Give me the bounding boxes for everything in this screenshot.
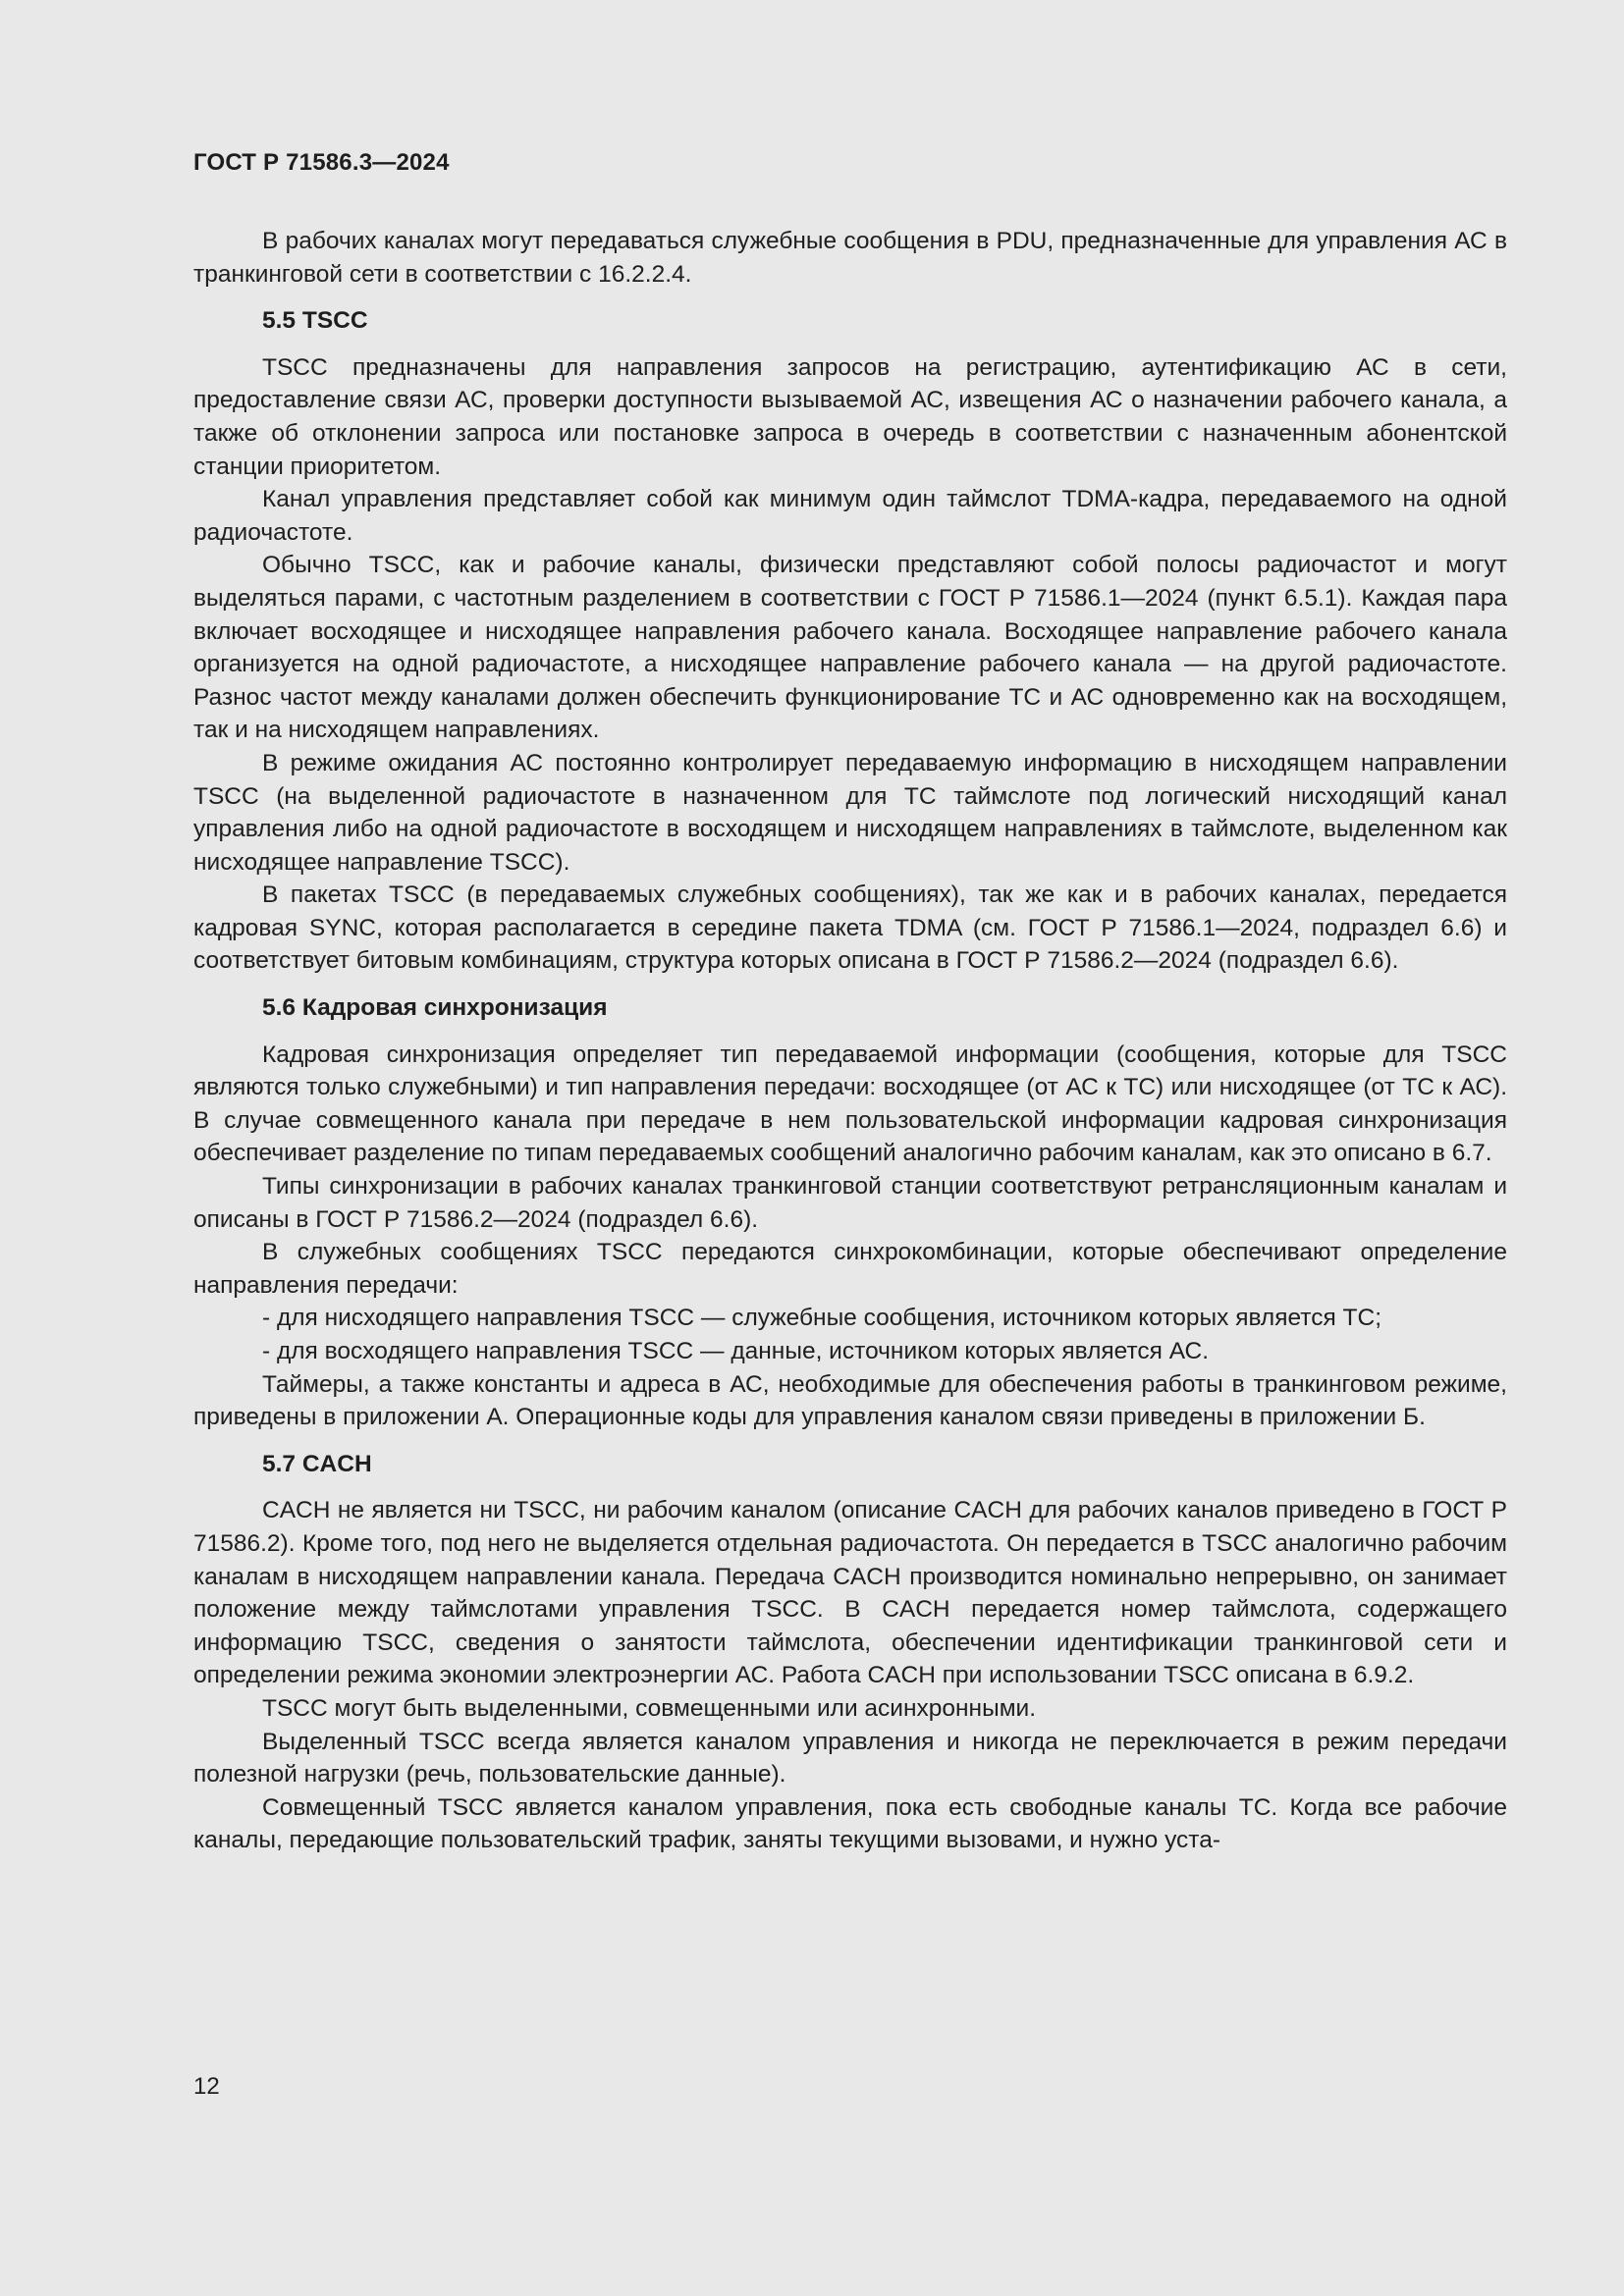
- paragraph: Выделенный TSCC всегда является каналом управления и никогда не переключается в режим передачи полезной нагрузки (речь, пользовательские данные).: [193, 1728, 1507, 1789]
- paragraph: Обычно TSCC, как и рабочие каналы, физически представляют собой полосы радиочастот и могут выделяться парами, с частотным разделением в соответствии с ГОСТ Р 71586.1—2024 (пункт 6.5.1). Каждая пара включает восходящее и нисходящее направления рабочего канала. Восходящее направление рабочего канала организуется на одной радиочастоте, а нисходящее направление рабочего канала — на другой радиочастоте. Разнос частот между каналами должен обеспечить функционирование ТС и АС одновременно как на восходящем, так и на нисходящем направлениях.: [193, 552, 1507, 744]
- paragraph: CACH не является ни TSCC, ни рабочим каналом (описание CACH для рабочих каналов приведено в ГОСТ Р 71586.2). Кроме того, под него не выделяется отдельная радиочастота. Он передается в TSCC аналогично рабочим каналам в нисходящем направлении канала. Передача CACH производится номинально непрерывно, он занимает положение между таймслотами управления TSCC. В CACH передается номер таймслота, содержащего информацию TSCC, сведения о занятости таймслота, обеспечении идентификации транкинговой сети и определении режима экономии электроэнергии АС. Работа CACH при использовании TSCC описана в 6.9.2.: [193, 1497, 1507, 1689]
- list-item: - для нисходящего направления TSCC — служебные сообщения, источником которых является ТС;: [262, 1305, 1382, 1332]
- document-code-header: ГОСТ Р 71586.3—2024: [193, 149, 450, 176]
- list-item: - для восходящего направления TSCC — данные, источником которых является АС.: [262, 1338, 1210, 1364]
- paragraph: Канал управления представляет собой как минимум один таймслот TDMA-кадра, передаваемого на одной радиочастоте.: [193, 486, 1507, 546]
- page-number: 12: [193, 2073, 220, 2100]
- page-body: [193, 225, 1507, 1857]
- section-heading-5-7: 5.7 CACH: [262, 1450, 372, 1477]
- paragraph: Таймеры, а также константы и адреса в АС, необходимые для обеспечения работы в транкинговом режиме, приведены в приложении А. Операционные коды для управления каналом связи приведены в приложении Б.: [193, 1370, 1507, 1431]
- paragraph: TSCC предназначены для направления запросов на регистрацию, аутентификацию АС в сети, предоставление связи АС, проверки доступности вызываемой АС, извещения АС о назначении рабочего канала, а также об отклонении запроса или постановке запроса в очередь в соответствии с назначенным абонентской станции приоритетом.: [193, 353, 1507, 480]
- section-heading-5-6: 5.6 Кадровая синхронизация: [262, 994, 608, 1022]
- paragraph: TSCC могут быть выделенными, совмещенными или асинхронными.: [262, 1694, 1037, 1722]
- paragraph: В служебных сообщениях TSCC передаются синхрокомбинации, которые обеспечивают определение направления передачи:: [193, 1239, 1507, 1299]
- paragraph: Совмещенный TSCC является каналом управления, пока есть свободные каналы ТС. Когда все рабочие каналы, передающие пользовательский трафик, заняты текущими вызовами, и нужно уста-: [193, 1793, 1507, 1854]
- paragraph: В пакетах TSCC (в передаваемых служебных сообщениях), так же как и в рабочих каналах, передается кадровая SYNC, которая располагается в середине пакета TDMA (см. ГОСТ Р 71586.1—2024, подраздел 6.6) и соответствует битовым комбинациям, структура которых описана в ГОСТ Р 71586.2—2024 (подраздел 6.6).: [193, 881, 1507, 975]
- section-heading-5-5: 5.5 TSCC: [262, 307, 368, 335]
- paragraph: В режиме ожидания АС постоянно контролирует передаваемую информацию в нисходящем направлении TSCC (на выделенной радиочастоте в назначенном для ТС таймслоте под логический нисходящий канал управления либо на одной радиочастоте в восходящем и нисходящем направлениях в таймслоте, выделенном как нисходящее направление TSCC).: [193, 749, 1507, 876]
- paragraph: Типы синхронизации в рабочих каналах транкинговой станции соответствуют ретрансляционным каналам и описаны в ГОСТ Р 71586.2—2024 (подраздел 6.6).: [193, 1173, 1507, 1233]
- paragraph: Кадровая синхронизация определяет тип передаваемой информации (сообщения, которые для TSCC являются только служебными) и тип направления передачи: восходящее (от АС к ТС) или нисходящее (от ТС к АС). В случае совмещенного канала при передаче в нем пользовательской информации кадровая синхронизация обеспечивает разделение по типам передаваемых сообщений аналогично рабочим каналам, как это описано в 6.7.: [193, 1041, 1507, 1167]
- paragraph: В рабочих каналах могут передаваться служебные сообщения в PDU, предназначенные для управления АС в транкинговой сети в соответствии с 16.2.2.4.: [193, 228, 1507, 288]
